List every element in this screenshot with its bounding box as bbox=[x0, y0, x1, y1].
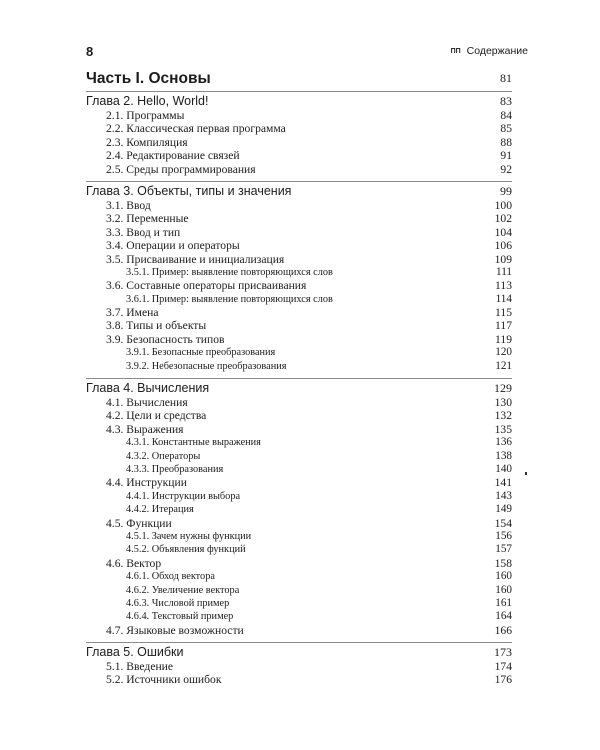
toc-entry-title: 4.3. Выражения bbox=[106, 422, 184, 436]
toc-entry-page: 160 bbox=[495, 583, 512, 596]
toc-entry-page: 138 bbox=[495, 449, 512, 462]
toc-entry-title: 3.6. Составные операторы присваивания bbox=[106, 279, 307, 293]
toc-entry-page: 91 bbox=[500, 149, 512, 163]
toc-sec-entry[interactable] bbox=[86, 279, 512, 292]
toc-sec-entry[interactable] bbox=[86, 423, 512, 436]
toc-sec-entry[interactable] bbox=[86, 517, 512, 530]
toc-sub-entry[interactable] bbox=[86, 490, 512, 503]
toc-sec-entry[interactable] bbox=[86, 333, 512, 346]
toc-entry-title: 3.4. Операции и операторы bbox=[106, 239, 240, 253]
toc-entry-page: 173 bbox=[494, 645, 512, 660]
toc-entry-title: 4.7. Языковые возможности bbox=[106, 623, 244, 637]
toc-entry-page: 83 bbox=[500, 94, 512, 108]
toc-entry-page: 109 bbox=[494, 252, 512, 266]
toc-chapter-entry[interactable] bbox=[86, 378, 512, 396]
toc-sec-entry[interactable] bbox=[86, 319, 512, 332]
toc-sec-entry[interactable] bbox=[86, 624, 512, 637]
toc-entry-page: 140 bbox=[495, 462, 512, 475]
toc-entry-title: 4.3.1. Константные выражения bbox=[126, 437, 261, 449]
toc-entry-page: 117 bbox=[495, 319, 512, 333]
toc-entry-title: 4.6.4. Текстовый пример bbox=[126, 611, 234, 623]
toc-entry-title: 4.6.1. Обход вектора bbox=[126, 571, 215, 583]
toc-entry-page: 154 bbox=[494, 516, 512, 530]
toc-entry-page: 114 bbox=[495, 292, 512, 305]
toc-chapter-entry[interactable] bbox=[86, 91, 512, 109]
toc-sub-entry[interactable] bbox=[86, 503, 512, 516]
toc-entry-page: 156 bbox=[495, 529, 512, 542]
toc-sec-entry[interactable] bbox=[86, 109, 512, 122]
toc-entry-page: 81 bbox=[500, 71, 512, 85]
toc-entry-page: 92 bbox=[500, 162, 512, 176]
toc-entry-page: 102 bbox=[494, 212, 512, 226]
toc-entry-page: 121 bbox=[495, 359, 512, 372]
toc-entry-page: 100 bbox=[494, 198, 512, 212]
toc-entry-page: 176 bbox=[494, 673, 512, 687]
toc-entry-title: Глава 2. Hello, World! bbox=[86, 94, 209, 108]
toc-entry-page: 129 bbox=[494, 381, 512, 396]
toc-sec-entry[interactable] bbox=[86, 136, 512, 149]
toc-entry-page: 119 bbox=[495, 332, 512, 346]
print-speck bbox=[525, 472, 527, 475]
toc-sub-entry[interactable] bbox=[86, 584, 512, 597]
toc-entry-title: 3.2. Переменные bbox=[106, 212, 189, 226]
toc-entry-title: 3.6.1. Пример: выявление повторяющихся слов bbox=[126, 293, 333, 305]
toc-entry-title: 3.5. Присваивание и инициализация bbox=[106, 252, 285, 266]
toc-sub-entry[interactable] bbox=[86, 346, 512, 359]
toc-entry-title: 4.5. Функции bbox=[106, 516, 172, 530]
toc-sec-entry[interactable] bbox=[86, 149, 512, 162]
toc-entry-page: 135 bbox=[494, 422, 512, 436]
toc-entry-title: 2.5. Среды программирования bbox=[106, 162, 256, 176]
toc-entry-title: 4.4.1. Инструкции выбора bbox=[126, 490, 241, 502]
toc-sub-entry[interactable] bbox=[86, 463, 512, 476]
toc-entry-title: 2.3. Компиляция bbox=[106, 135, 188, 149]
toc-sec-entry[interactable] bbox=[86, 163, 512, 176]
toc-entry-page: 104 bbox=[494, 225, 512, 239]
toc-entry-page: 84 bbox=[500, 109, 512, 122]
toc-sub-entry[interactable] bbox=[86, 436, 512, 449]
toc-entry-page: 164 bbox=[495, 610, 512, 623]
table-of-contents bbox=[86, 64, 512, 687]
toc-entry-title: 4.3.2. Операторы bbox=[126, 450, 201, 462]
toc-entry-page: 143 bbox=[495, 489, 512, 502]
toc-entry-title: 4.6.2. Увеличение вектора bbox=[126, 584, 240, 596]
toc-entry-page: 166 bbox=[494, 623, 512, 637]
toc-entry-page: 157 bbox=[495, 543, 512, 556]
toc-entry-title: Глава 4. Вычисления bbox=[86, 381, 210, 396]
section-marker: ПП bbox=[450, 48, 461, 55]
toc-entry-title: 5.2. Источники ошибок bbox=[106, 673, 222, 687]
toc-sub-entry[interactable] bbox=[86, 543, 512, 556]
toc-entry-title: 5.1. Введение bbox=[106, 660, 174, 674]
toc-sec-entry[interactable] bbox=[86, 226, 512, 239]
toc-sec-entry[interactable] bbox=[86, 673, 512, 686]
toc-entry-title: 4.4.2. Итерация bbox=[126, 504, 194, 516]
toc-entry-title: 4.6. Вектор bbox=[106, 556, 162, 570]
toc-chapter-entry[interactable] bbox=[86, 181, 512, 199]
running-title-text: Содержание bbox=[466, 45, 528, 57]
toc-sub-entry[interactable] bbox=[86, 293, 512, 306]
toc-entry-title: 4.5.1. Зачем нужны функции bbox=[126, 530, 252, 542]
toc-entry-title: 3.9.1. Безопасные преобразования bbox=[126, 347, 276, 359]
page-header bbox=[86, 44, 528, 60]
toc-sec-entry[interactable] bbox=[86, 557, 512, 570]
toc-entry-title: 3.5.1. Пример: выявление повторяющихся слов bbox=[126, 266, 333, 278]
toc-entry-page: 99 bbox=[500, 183, 512, 198]
toc-entry-title: 3.8. Типы и объекты bbox=[106, 319, 207, 333]
toc-entry-title: 3.9.2. Небезопасные преобразования bbox=[126, 360, 287, 372]
toc-entry-page: 160 bbox=[495, 570, 512, 583]
toc-entry-title: 3.7. Имена bbox=[106, 306, 159, 320]
toc-entry-title: 2.4. Редактирование связей bbox=[106, 149, 240, 163]
toc-entry-title: 3.9. Безопасность типов bbox=[106, 332, 225, 346]
toc-entry-page: 88 bbox=[500, 135, 512, 149]
toc-sub-entry[interactable] bbox=[86, 610, 512, 623]
toc-entry-page: 132 bbox=[494, 409, 512, 423]
toc-entry-page: 120 bbox=[495, 346, 512, 359]
toc-sub-entry[interactable] bbox=[86, 450, 512, 463]
toc-sub-entry[interactable] bbox=[86, 266, 512, 279]
toc-entry-page: 158 bbox=[494, 556, 512, 570]
toc-entry-title: 4.6.3. Числовой пример bbox=[126, 597, 230, 609]
toc-entry-title: 4.2. Цели и средства bbox=[106, 409, 207, 423]
toc-entry-page: 174 bbox=[494, 660, 512, 674]
toc-sub-entry[interactable] bbox=[86, 597, 512, 610]
toc-entry-page: 111 bbox=[496, 265, 512, 278]
toc-entry-title: 4.5.2. Объявления функций bbox=[126, 544, 246, 556]
toc-entry-title: 4.1. Вычисления bbox=[106, 396, 188, 410]
toc-sec-entry[interactable] bbox=[86, 239, 512, 252]
toc-entry-page: 130 bbox=[494, 396, 512, 410]
toc-chapter-entry[interactable] bbox=[86, 642, 512, 660]
toc-sec-entry[interactable] bbox=[86, 476, 512, 489]
toc-entry-title: 4.4. Инструкции bbox=[106, 476, 187, 490]
toc-entry-page: 85 bbox=[500, 122, 512, 136]
toc-sec-entry[interactable] bbox=[86, 199, 512, 212]
toc-entry-title: 2.1. Программы bbox=[106, 109, 185, 122]
toc-sec-entry[interactable] bbox=[86, 212, 512, 225]
toc-entry-title: Глава 3. Объекты, типы и значения bbox=[86, 183, 292, 198]
toc-sub-entry[interactable] bbox=[86, 360, 512, 373]
toc-entry-page: 113 bbox=[495, 279, 512, 293]
toc-entry-page: 149 bbox=[495, 503, 512, 516]
toc-entry-title: Глава 5. Ошибки bbox=[86, 645, 184, 660]
toc-entry-page: 106 bbox=[494, 239, 512, 253]
toc-entry-title: 4.3.3. Преобразования bbox=[126, 463, 224, 475]
toc-part-entry[interactable] bbox=[86, 68, 512, 89]
toc-entry-title: 3.1. Ввод bbox=[106, 198, 151, 212]
toc-sec-entry[interactable] bbox=[86, 253, 512, 266]
toc-sub-entry[interactable] bbox=[86, 570, 512, 583]
toc-sec-entry[interactable] bbox=[86, 660, 512, 673]
toc-entry-page: 161 bbox=[495, 596, 512, 609]
toc-sec-entry[interactable] bbox=[86, 122, 512, 135]
toc-sec-entry[interactable] bbox=[86, 306, 512, 319]
toc-entry-title: 3.3. Ввод и тип bbox=[106, 225, 181, 239]
toc-entry-title: Часть I. Основы bbox=[86, 70, 211, 87]
toc-sec-entry[interactable] bbox=[86, 396, 512, 409]
toc-entry-page: 141 bbox=[494, 476, 512, 490]
toc-entry-title: 2.2. Классическая первая программа bbox=[106, 122, 286, 136]
running-title bbox=[451, 45, 528, 57]
toc-entry-page: 136 bbox=[495, 436, 512, 449]
toc-sec-entry[interactable] bbox=[86, 409, 512, 422]
toc-sub-entry[interactable] bbox=[86, 530, 512, 543]
page-number: 8 bbox=[86, 44, 94, 59]
toc-entry-page: 115 bbox=[495, 306, 512, 320]
